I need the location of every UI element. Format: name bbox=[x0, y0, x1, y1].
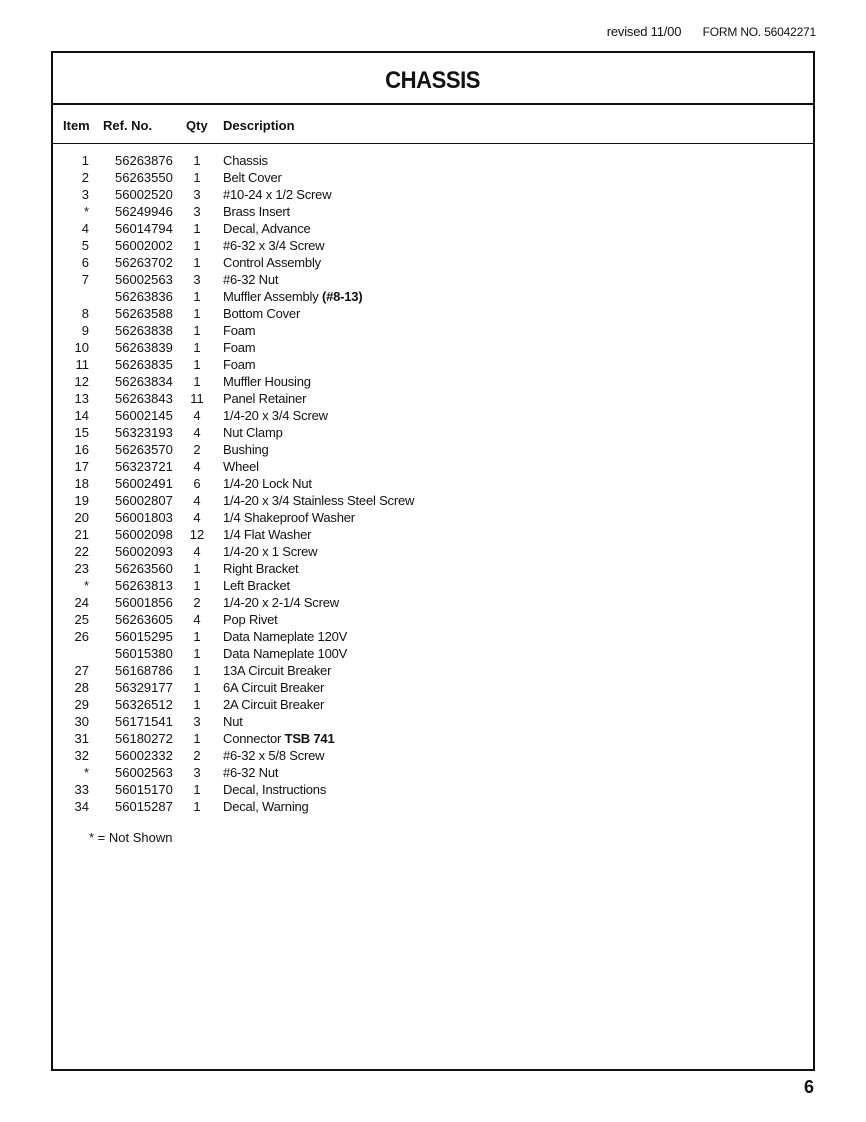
description bbox=[223, 527, 311, 542]
item-number: 29 bbox=[74, 697, 89, 712]
ref-number: 56014794 bbox=[115, 221, 173, 236]
description bbox=[223, 306, 300, 321]
item-number: 27 bbox=[74, 663, 89, 678]
item-number: 23 bbox=[74, 561, 89, 576]
table-row bbox=[53, 782, 813, 799]
description bbox=[223, 765, 278, 780]
item-number: 8 bbox=[81, 306, 89, 321]
quantity: 1 bbox=[193, 340, 201, 355]
column-header-ref: Ref. No. bbox=[103, 118, 153, 133]
table-row bbox=[53, 646, 813, 663]
ref-number: 56002093 bbox=[115, 544, 173, 559]
description bbox=[223, 204, 290, 219]
description bbox=[223, 595, 339, 610]
parts-table-body bbox=[53, 153, 813, 816]
quantity: 1 bbox=[193, 374, 201, 389]
item-number: 10 bbox=[74, 340, 89, 355]
description bbox=[223, 425, 283, 440]
item-number: 9 bbox=[81, 323, 89, 338]
table-row bbox=[53, 799, 813, 816]
item-number: 26 bbox=[74, 629, 89, 644]
column-header-description: Description bbox=[223, 118, 295, 133]
description-text: 1/4 Shakeproof Washer bbox=[223, 510, 355, 525]
table-row bbox=[53, 204, 813, 221]
description-text: Panel Retainer bbox=[223, 391, 307, 406]
ref-number: 56002520 bbox=[115, 187, 173, 202]
ref-number: 56001803 bbox=[115, 510, 173, 525]
ref-number: 56263835 bbox=[115, 357, 173, 372]
ref-number: 56263813 bbox=[115, 578, 173, 593]
table-row bbox=[53, 697, 813, 714]
description-text: 13A Circuit Breaker bbox=[223, 663, 332, 678]
description bbox=[223, 238, 324, 253]
item-number: 1 bbox=[81, 153, 89, 168]
ref-number: 56002002 bbox=[115, 238, 173, 253]
description bbox=[223, 663, 331, 678]
description bbox=[223, 374, 311, 389]
page-number: 6 bbox=[803, 1077, 814, 1097]
ref-number: 56329177 bbox=[115, 680, 173, 695]
item-number: 25 bbox=[74, 612, 89, 627]
ref-number: 56168786 bbox=[115, 663, 173, 678]
description-text: 2A Circuit Breaker bbox=[223, 697, 325, 712]
ref-number: 56263876 bbox=[115, 153, 173, 168]
quantity: 1 bbox=[193, 306, 201, 321]
item-number: 17 bbox=[74, 459, 89, 474]
quantity: 2 bbox=[193, 442, 201, 457]
item-number: * bbox=[83, 765, 89, 780]
item-number: * bbox=[83, 204, 89, 219]
description-bold-note: (#8-13) bbox=[321, 289, 363, 304]
description-text: Brass Insert bbox=[223, 204, 290, 219]
description-bold-note: TSB 741 bbox=[284, 731, 335, 746]
quantity: 3 bbox=[193, 765, 201, 780]
ref-number: 56326512 bbox=[115, 697, 173, 712]
title-bar bbox=[53, 53, 813, 105]
ref-number: 56263560 bbox=[115, 561, 173, 576]
description-text: Data Nameplate 120V bbox=[223, 629, 348, 644]
item-number: 18 bbox=[74, 476, 89, 491]
description-text: 1/4-20 x 2-1/4 Screw bbox=[223, 595, 339, 610]
ref-number: 56002098 bbox=[115, 527, 173, 542]
table-row bbox=[53, 578, 813, 595]
ref-number: 56263843 bbox=[115, 391, 173, 406]
form-header bbox=[607, 24, 816, 39]
quantity: 4 bbox=[193, 544, 201, 559]
table-row bbox=[53, 612, 813, 629]
description bbox=[223, 459, 259, 474]
description bbox=[223, 442, 269, 457]
description-text: Control Assembly bbox=[223, 255, 321, 270]
table-row bbox=[53, 255, 813, 272]
item-number: 3 bbox=[81, 187, 89, 202]
description-text: Decal, Instructions bbox=[223, 782, 327, 797]
item-number: 13 bbox=[74, 391, 89, 406]
description-text: Wheel bbox=[223, 459, 259, 474]
item-number: 14 bbox=[74, 408, 89, 423]
table-row bbox=[53, 170, 813, 187]
table-row bbox=[53, 714, 813, 731]
description-text: Muffler Housing bbox=[223, 374, 311, 389]
ref-number: 56015380 bbox=[115, 646, 173, 661]
ref-number: 56263588 bbox=[115, 306, 173, 321]
description-text: #6-32 Nut bbox=[223, 272, 279, 287]
table-row bbox=[53, 306, 813, 323]
description-text: 6A Circuit Breaker bbox=[223, 680, 325, 695]
item-number: 16 bbox=[74, 442, 89, 457]
quantity: 3 bbox=[193, 187, 201, 202]
ref-number: 56263839 bbox=[115, 340, 173, 355]
quantity: 3 bbox=[193, 272, 201, 287]
description bbox=[223, 187, 331, 202]
ref-number: 56263570 bbox=[115, 442, 173, 457]
item-number: 34 bbox=[74, 799, 89, 814]
item-number: 22 bbox=[74, 544, 89, 559]
quantity: 4 bbox=[193, 493, 201, 508]
description-text: Muffler Assembly bbox=[223, 289, 322, 304]
description bbox=[223, 680, 324, 695]
table-row bbox=[53, 527, 813, 544]
table-row bbox=[53, 510, 813, 527]
ref-number: 56249946 bbox=[115, 204, 173, 219]
column-header-row bbox=[53, 105, 813, 144]
quantity: 2 bbox=[193, 595, 201, 610]
ref-number: 56263838 bbox=[115, 323, 173, 338]
parts-list-frame bbox=[51, 51, 815, 1071]
table-row bbox=[53, 340, 813, 357]
page-title: CHASSIS bbox=[385, 67, 481, 94]
quantity: 1 bbox=[193, 578, 201, 593]
ref-number: 56263702 bbox=[115, 255, 173, 270]
quantity: 1 bbox=[193, 238, 201, 253]
ref-number: 56002332 bbox=[115, 748, 173, 763]
ref-number: 56002491 bbox=[115, 476, 173, 491]
item-number: 31 bbox=[74, 731, 89, 746]
table-row bbox=[53, 425, 813, 442]
item-number: 2 bbox=[81, 170, 89, 185]
quantity: 1 bbox=[193, 731, 201, 746]
table-row bbox=[53, 289, 813, 306]
description-text: Data Nameplate 100V bbox=[223, 646, 348, 661]
description-text: 1/4 Flat Washer bbox=[223, 527, 312, 542]
ref-number: 56263605 bbox=[115, 612, 173, 627]
ref-number: 56002807 bbox=[115, 493, 173, 508]
description-text: #6-32 x 3/4 Screw bbox=[223, 238, 325, 253]
quantity: 4 bbox=[193, 425, 201, 440]
description-text: Right Bracket bbox=[223, 561, 299, 576]
description bbox=[223, 782, 326, 797]
item-number: 19 bbox=[74, 493, 89, 508]
table-row bbox=[53, 544, 813, 561]
quantity: 3 bbox=[193, 204, 201, 219]
description-text: Foam bbox=[223, 357, 256, 372]
description-text: Connector bbox=[223, 731, 285, 746]
description bbox=[223, 153, 268, 168]
item-number: 33 bbox=[74, 782, 89, 797]
item-number: 28 bbox=[74, 680, 89, 695]
description-text: #10-24 x 1/2 Screw bbox=[223, 187, 332, 202]
description-text: 1/4-20 x 3/4 Screw bbox=[223, 408, 328, 423]
item-number: 11 bbox=[75, 357, 89, 372]
item-number: * bbox=[83, 578, 89, 593]
table-row bbox=[53, 493, 813, 510]
quantity: 4 bbox=[193, 510, 201, 525]
ref-number: 56263836 bbox=[115, 289, 173, 304]
description-text: Decal, Advance bbox=[223, 221, 311, 236]
quantity: 4 bbox=[193, 408, 201, 423]
description-text: Nut bbox=[223, 714, 243, 729]
quantity: 1 bbox=[193, 289, 201, 304]
quantity: 1 bbox=[193, 680, 201, 695]
table-row bbox=[53, 221, 813, 238]
description-text: Foam bbox=[223, 323, 256, 338]
quantity: 1 bbox=[193, 663, 201, 678]
description bbox=[223, 357, 255, 372]
description bbox=[223, 799, 309, 814]
item-number: 5 bbox=[81, 238, 89, 253]
quantity: 1 bbox=[193, 255, 201, 270]
description bbox=[223, 323, 255, 338]
quantity: 11 bbox=[190, 391, 204, 406]
description bbox=[223, 731, 335, 746]
revision-date: revised 11/00 bbox=[606, 24, 682, 39]
description bbox=[223, 289, 362, 304]
column-header-item: Item bbox=[63, 118, 90, 133]
description-text: Pop Rivet bbox=[223, 612, 278, 627]
quantity: 1 bbox=[193, 782, 201, 797]
item-number: 7 bbox=[81, 272, 89, 287]
table-row bbox=[53, 765, 813, 782]
quantity: 2 bbox=[193, 748, 201, 763]
description bbox=[223, 561, 298, 576]
description bbox=[223, 170, 282, 185]
description-text: Nut Clamp bbox=[223, 425, 283, 440]
description bbox=[223, 493, 414, 508]
table-row bbox=[53, 476, 813, 493]
ref-number: 56015287 bbox=[115, 799, 173, 814]
description-text: #6-32 Nut bbox=[223, 765, 279, 780]
table-row bbox=[53, 408, 813, 425]
table-row bbox=[53, 663, 813, 680]
description-text: #6-32 x 5/8 Screw bbox=[223, 748, 325, 763]
description bbox=[223, 391, 306, 406]
table-row bbox=[53, 680, 813, 697]
quantity: 12 bbox=[189, 527, 205, 542]
column-header-qty: Qty bbox=[186, 118, 208, 133]
table-row bbox=[53, 459, 813, 476]
item-number: 24 bbox=[74, 595, 89, 610]
description-text: Chassis bbox=[223, 153, 268, 168]
description bbox=[223, 510, 355, 525]
description bbox=[223, 629, 347, 644]
description bbox=[223, 221, 311, 236]
item-number: 6 bbox=[81, 255, 89, 270]
quantity: 1 bbox=[193, 561, 201, 576]
description bbox=[223, 646, 347, 661]
quantity: 1 bbox=[193, 697, 201, 712]
description bbox=[223, 714, 243, 729]
description-text: Belt Cover bbox=[223, 170, 282, 185]
ref-number: 56263834 bbox=[115, 374, 173, 389]
quantity: 4 bbox=[193, 612, 201, 627]
table-row bbox=[53, 748, 813, 765]
table-row bbox=[53, 272, 813, 289]
table-row bbox=[53, 187, 813, 204]
ref-number: 56323721 bbox=[115, 459, 173, 474]
description bbox=[223, 408, 328, 423]
description bbox=[223, 612, 278, 627]
quantity: 6 bbox=[193, 476, 201, 491]
table-row bbox=[53, 357, 813, 374]
description bbox=[223, 272, 278, 287]
description-text: Foam bbox=[223, 340, 256, 355]
table-row bbox=[53, 238, 813, 255]
table-row bbox=[53, 442, 813, 459]
item-number: 15 bbox=[74, 425, 89, 440]
table-row bbox=[53, 391, 813, 408]
quantity: 1 bbox=[193, 646, 201, 661]
ref-number: 56002563 bbox=[115, 272, 173, 287]
quantity: 1 bbox=[193, 323, 201, 338]
description bbox=[223, 544, 317, 559]
description bbox=[223, 476, 312, 491]
description bbox=[223, 748, 324, 763]
quantity: 1 bbox=[193, 170, 201, 185]
description-text: Decal, Warning bbox=[223, 799, 309, 814]
table-row bbox=[53, 595, 813, 612]
table-row bbox=[53, 323, 813, 340]
description-text: Left Bracket bbox=[223, 578, 290, 593]
table-row bbox=[53, 153, 813, 170]
table-row bbox=[53, 731, 813, 748]
ref-number: 56002145 bbox=[115, 408, 173, 423]
item-number: 12 bbox=[74, 374, 89, 389]
quantity: 1 bbox=[193, 221, 201, 236]
description-text: Bushing bbox=[223, 442, 269, 457]
description bbox=[223, 578, 290, 593]
quantity: 1 bbox=[193, 629, 201, 644]
ref-number: 56001856 bbox=[115, 595, 173, 610]
description bbox=[223, 340, 255, 355]
quantity: 3 bbox=[193, 714, 201, 729]
quantity: 4 bbox=[193, 459, 201, 474]
description-text: Bottom Cover bbox=[223, 306, 301, 321]
quantity: 1 bbox=[193, 153, 201, 168]
quantity: 1 bbox=[193, 799, 201, 814]
ref-number: 56180272 bbox=[115, 731, 173, 746]
item-number: 30 bbox=[74, 714, 89, 729]
table-row bbox=[53, 561, 813, 578]
ref-number: 56263550 bbox=[115, 170, 173, 185]
item-number: 4 bbox=[81, 221, 89, 236]
description bbox=[223, 255, 321, 270]
item-number: 20 bbox=[74, 510, 89, 525]
description-text: 1/4-20 Lock Nut bbox=[223, 476, 312, 491]
ref-number: 56171541 bbox=[115, 714, 173, 729]
ref-number: 56323193 bbox=[115, 425, 173, 440]
item-number: 21 bbox=[74, 527, 89, 542]
description-text: 1/4-20 x 3/4 Stainless Steel Screw bbox=[223, 493, 415, 508]
form-number: FORM NO. 56042271 bbox=[702, 25, 816, 39]
table-row bbox=[53, 374, 813, 391]
ref-number: 56002563 bbox=[115, 765, 173, 780]
description-text: 1/4-20 x 1 Screw bbox=[223, 544, 318, 559]
quantity: 1 bbox=[193, 357, 201, 372]
item-number: 32 bbox=[74, 748, 89, 763]
ref-number: 56015295 bbox=[115, 629, 173, 644]
description bbox=[223, 697, 324, 712]
footnote: * = Not Shown bbox=[89, 830, 173, 845]
table-row bbox=[53, 629, 813, 646]
ref-number: 56015170 bbox=[115, 782, 173, 797]
